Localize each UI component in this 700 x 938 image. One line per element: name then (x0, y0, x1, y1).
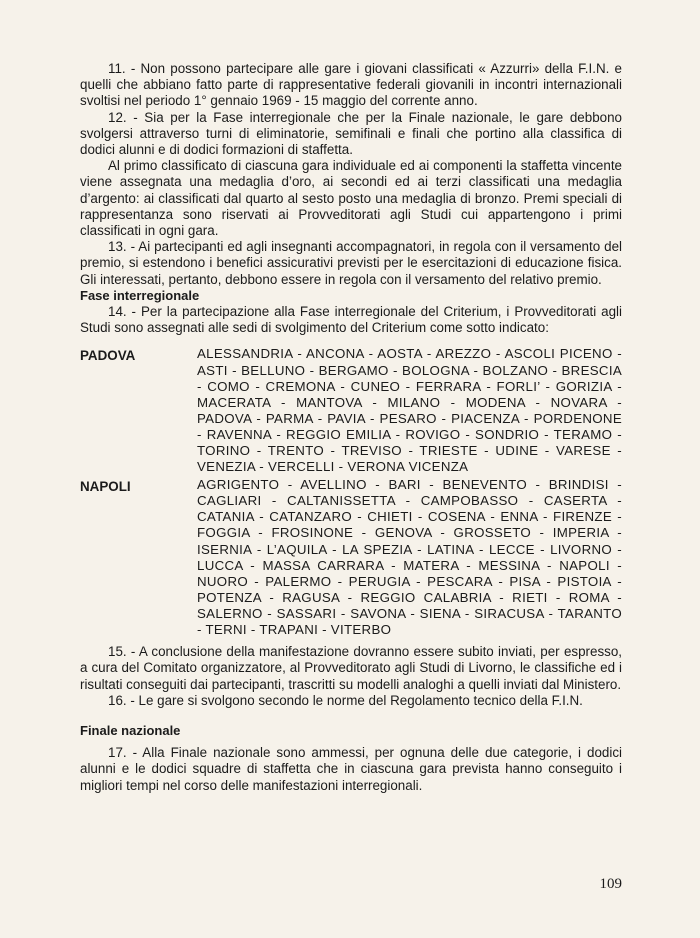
paragraph-17: 17. - Alla Finale nazionale sono ammessi, per ognuna delle due categorie, i dodici alunni e le dodici squadre di staffetta che in ciascuna gara prevista hanno conseguito i migliori tempi nel corso delle manifestazioni interregionali. (80, 745, 622, 793)
paragraph-14: 14. - Per la partecipazione alla Fase interregionale del Criterium, i Provveditorati agli Studi sono assegnati alle sedi di svolgimento del Criterium come sotto indicato: (80, 304, 622, 336)
heading-finale-nazionale: Finale nazionale (80, 722, 181, 738)
document-body (80, 61, 622, 794)
paragraph-13: 13. - Ai partecipanti ed agli insegnanti accompagnatori, in regola con il versamento del premio, si estendono i benefici assicurativi previsti per le esercitazioni di educazione fisica. Gli interessati, pertanto, debbono essere in regola con il versamento del relativo premio. (80, 239, 622, 287)
sede-label: NAPOLI (80, 479, 131, 495)
paragraph-11: 11. - Non possono partecipare alle gare i giovani classificati « Azzurri» della F.I.N. e quelli che abbiano fatto parte di rappresentative federali giovanili in incontri internazionali svoltisi nel periodo 1° gennaio 1969 - 15 maggio del corrente anno. (80, 61, 622, 109)
sede-napoli (80, 477, 622, 638)
paragraph-16: 16. - Le gare si svolgono secondo le norme del Regolamento tecnico della F.I.N. (108, 692, 583, 708)
page-number: 109 (599, 876, 622, 892)
heading-fase-interregionale: Fase interregionale (80, 287, 200, 303)
sede-padova (80, 346, 622, 475)
sede-provinces: ALESSANDRIA - ANCONA - AOSTA - AREZZO - ASCOLI PICENO - ASTI - BELLUNO - BERGAMO - BOLOGNA - BOLZANO - BRESCIA - COMO - CREMONA - CUNEO - FERRARA - FORLI’ - GORIZIA - MACERATA - MANTOVA - MILANO - MODENA - NOVARA - PADOVA - PARMA - PAVIA - PESARO - PIACENZA - PORDENONE - RAVENNA - REGGIO EMILIA - ROVIGO - SONDRIO - TERAMO - TORINO - TRENTO - TREVISO - TRIESTE - UDINE - VARESE - VENEZIA - VERCELLI - VERONA VICENZA (197, 346, 622, 475)
paragraph-12-medals: Al primo classificato di ciascuna gara individuale ed ai componenti la staffetta vincente viene assegnata una medaglia d’oro, ai secondi ed ai terzi classificati una medaglia d’argento: ai classificati dal quarto al sesto posto una medaglia di bronzo. Premi speciali di rappresentanza sono riservati ai Provveditorati agli Studi cui appartengono i primi classificati in ogni gara. (80, 158, 622, 239)
sede-label: PADOVA (80, 348, 136, 364)
sede-provinces: AGRIGENTO - AVELLINO - BARI - BENEVENTO - BRINDISI - CAGLIARI - CALTANISSETTA - CAMPOBASSO - CASERTA - CATANIA - CATANZARO - CHIETI - COSENA - ENNA - FIRENZE - FOGGIA - FROSINONE - GENOVA - GROSSETO - IMPERIA - ISERNIA - L’AQUILA - LA SPEZIA - LATINA - LECCE - LIVORNO - LUCCA - MASSA CARRARA - MATERA - MESSINA - NAPOLI - NUORO - PALERMO - PERUGIA - PESCARA - PISA - PISTOIA - POTENZA - RAGUSA - REGGIO CALABRIA - RIETI - ROMA - SALERNO - SASSARI - SAVONA - SIENA - SIRACUSA - TARANTO - TERNI - TRAPANI - VITERBO (197, 477, 622, 638)
paragraph-12: 12. - Sia per la Fase interregionale che per la Finale nazionale, le gare debbono svolgersi attraverso turni di eliminatorie, semifinali e finali che portino alla classifica di dodici alunni e di dodici formazioni di staffetta. (80, 109, 622, 158)
paragraph-15: 15. - A conclusione della manifestazione dovranno essere subito inviati, per espresso, a cura del Comitato organizzatore, al Provveditorato agli Studi di Livorno, le classifiche ed i risultati conseguiti dai partecipanti, trascritti su modelli analoghi a quelli inviati dal Ministero. (80, 644, 622, 692)
